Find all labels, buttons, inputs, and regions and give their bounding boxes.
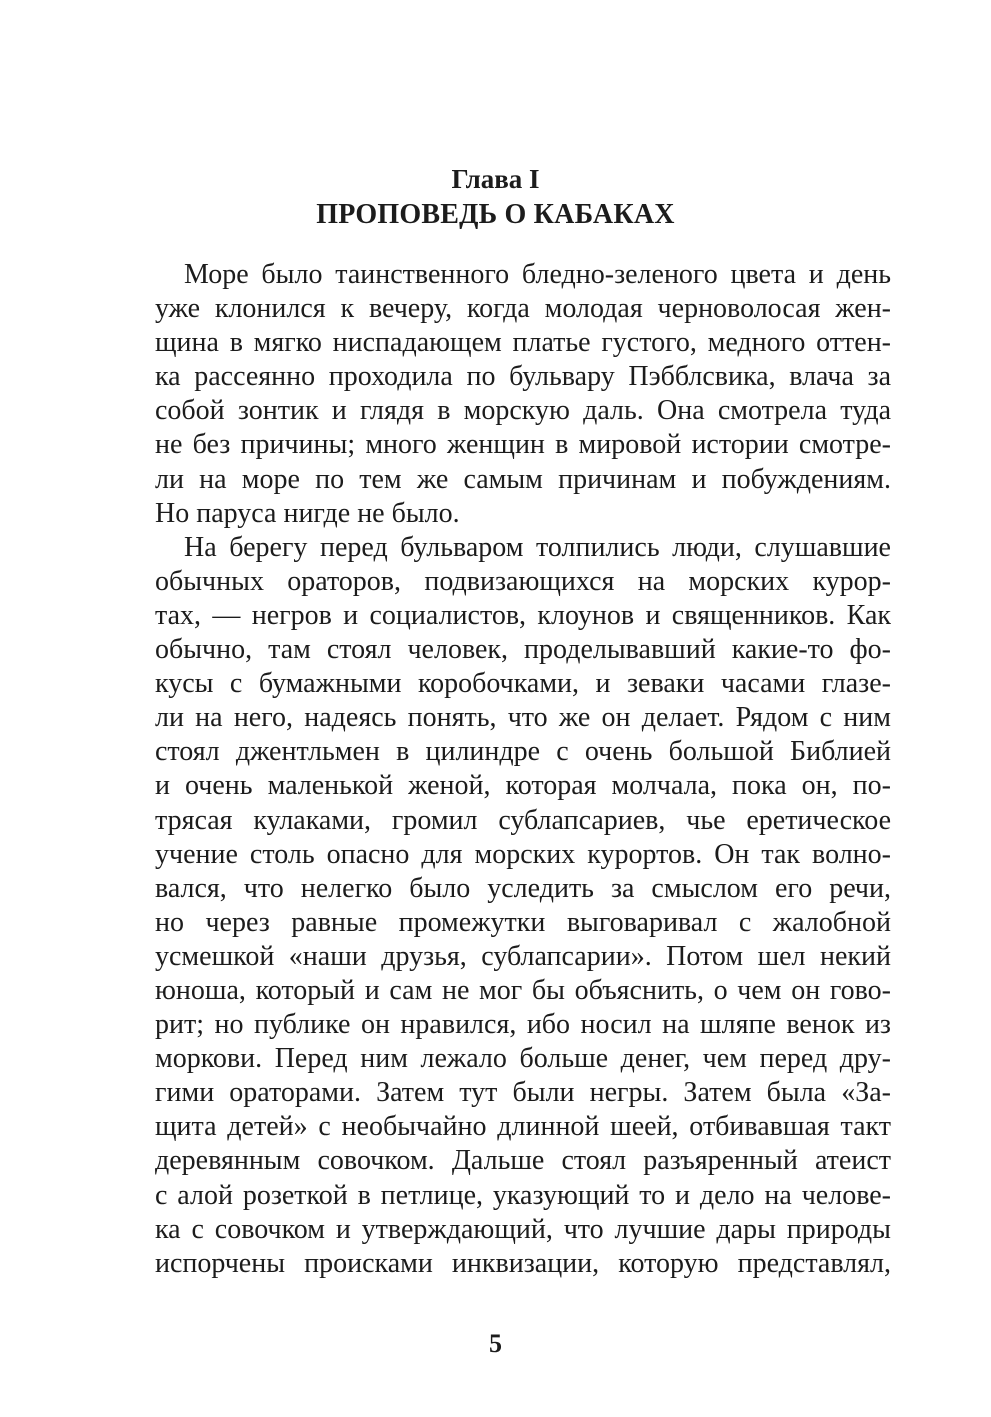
text-line: стоял джентльмен в цилиндре с очень большой Библией bbox=[155, 736, 891, 768]
text-line: вался, что нелегко было уследить за смыслом его речи, bbox=[155, 872, 891, 904]
text-line: обычных ораторов, подвизающихся на морских курор- bbox=[155, 565, 891, 597]
chapter-title: ПРОПОВЕДЬ О КАБАКАХ bbox=[316, 199, 675, 230]
page-number: 5 bbox=[489, 1329, 502, 1358]
paragraph bbox=[155, 531, 891, 1281]
text-line: и очень маленькой женой, которая молчала, пока он, по- bbox=[155, 770, 891, 802]
text-line: Море было таинственного бледно-зеленого цвета и день bbox=[184, 259, 891, 290]
text-line: кусы с бумажными коробочками, и зеваки часами глазе- bbox=[155, 668, 891, 700]
text-line: но через равные промежутки выговаривал с жалобной bbox=[155, 906, 891, 938]
text-line: Но паруса нигде не было. bbox=[155, 497, 460, 529]
body-text bbox=[155, 258, 891, 1281]
text-line: ка с совочком и утверждающий, что лучшие дары природы bbox=[155, 1213, 891, 1245]
text-line: учение столь опасно для морских курортов. Он так волно- bbox=[155, 838, 891, 870]
text-line: гими ораторами. Затем тут были негры. Затем была «За- bbox=[155, 1077, 891, 1109]
chapter-label: Глава I bbox=[451, 164, 540, 194]
text-line: с алой розеткой в петлице, указующий то и дело на челове- bbox=[155, 1179, 891, 1211]
text-line: щина в мягко ниспадающем платье густого, медного оттен- bbox=[155, 327, 891, 359]
text-line: не без причины; много женщин в мировой истории смотре- bbox=[155, 429, 891, 461]
text-line: деревянным совочком. Дальше стоял разъяренный атеист bbox=[155, 1145, 891, 1177]
text-line: юноша, который и сам не мог бы объяснить, о чем он гово- bbox=[155, 974, 891, 1006]
text-line: уже клонился к вечеру, когда молодая черноволосая жен- bbox=[155, 293, 891, 325]
text-line: трясая кулаками, громил сублапсариев, чье еретическое bbox=[155, 804, 891, 836]
text-line: моркови. Перед ним лежало больше денег, чем перед дру- bbox=[155, 1043, 891, 1075]
text-line: ли на него, надеясь понять, что же он делает. Рядом с ним bbox=[155, 702, 891, 734]
text-line: На берегу перед бульваром толпились люди, слушавшие bbox=[184, 531, 891, 563]
text-line: усмешкой «наши друзья, сублапсарии». Потом шел некий bbox=[155, 940, 891, 972]
paragraph bbox=[155, 258, 891, 531]
text-line: тах, — негров и социалистов, клоунов и священников. Как bbox=[155, 599, 891, 631]
text-line: рит; но публике он нравился, ибо носил на шляпе венок из bbox=[155, 1009, 891, 1041]
text-line: ка рассеянно проходила по бульвару Пэбблсвика, влача за bbox=[155, 361, 891, 393]
text-line: обычно, там стоял человек, проделывавший какие-то фо- bbox=[155, 634, 891, 666]
text-line: испорчены происками инквизации, которую представлял, bbox=[155, 1247, 891, 1279]
text-line: ли на море по тем же самым причинам и побуждениям. bbox=[155, 463, 891, 495]
text-line: собой зонтик и глядя в морскую даль. Она смотрела туда bbox=[155, 395, 891, 427]
text-line: щита детей» с необычайно длинной шеей, отбивавшая такт bbox=[155, 1111, 891, 1143]
